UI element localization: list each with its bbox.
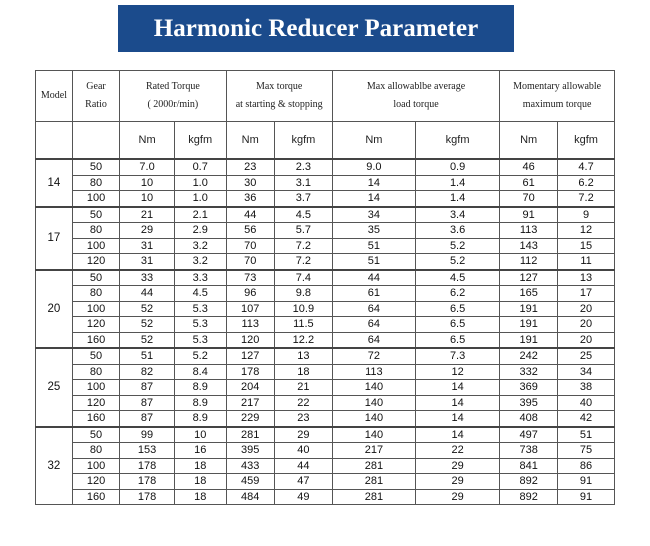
value-cell: 217 — [332, 443, 415, 459]
value-cell: 29 — [415, 458, 499, 474]
value-cell: 140 — [332, 380, 415, 396]
value-cell: 36 — [226, 191, 274, 207]
value-cell: 191 — [500, 301, 558, 317]
value-cell: 61 — [332, 286, 415, 302]
value-cell: 140 — [332, 395, 415, 411]
value-cell: 12 — [415, 364, 499, 380]
value-cell: 73 — [226, 270, 274, 286]
value-cell: 738 — [500, 443, 558, 459]
value-cell: 497 — [500, 427, 558, 443]
table-row — [36, 207, 615, 223]
gear-ratio-cell: 80 — [72, 443, 119, 459]
table-row — [36, 364, 615, 380]
value-cell: 5.2 — [415, 254, 499, 270]
value-cell: 369 — [500, 380, 558, 396]
value-cell: 281 — [226, 427, 274, 443]
value-cell: 22 — [274, 395, 332, 411]
value-cell: 52 — [120, 332, 175, 348]
gear-ratio-cell: 80 — [72, 223, 119, 239]
gear-ratio-cell: 100 — [72, 301, 119, 317]
value-cell: 17 — [558, 286, 615, 302]
value-cell: 5.3 — [174, 301, 226, 317]
value-cell: 35 — [332, 223, 415, 239]
value-cell: 5.3 — [174, 332, 226, 348]
value-cell: 6.5 — [415, 332, 499, 348]
value-cell: 281 — [332, 458, 415, 474]
table-row — [36, 159, 615, 175]
value-cell: 1.4 — [415, 191, 499, 207]
unit-label: Nm — [332, 122, 415, 160]
header-rated-torque: Rated Torque ( 2000r/min) — [120, 71, 226, 122]
value-cell: 484 — [226, 489, 274, 505]
header-model: Model — [36, 71, 73, 122]
value-cell: 44 — [332, 270, 415, 286]
value-cell: 127 — [500, 270, 558, 286]
value-cell: 18 — [174, 489, 226, 505]
value-cell: 72 — [332, 348, 415, 364]
value-cell: 153 — [120, 443, 175, 459]
gear-ratio-cell: 50 — [72, 270, 119, 286]
value-cell: 99 — [120, 427, 175, 443]
value-cell: 64 — [332, 332, 415, 348]
value-cell: 46 — [500, 159, 558, 175]
gear-ratio-cell: 160 — [72, 332, 119, 348]
value-cell: 14 — [415, 411, 499, 427]
value-cell: 51 — [332, 254, 415, 270]
value-cell: 42 — [558, 411, 615, 427]
gear-ratio-cell: 80 — [72, 364, 119, 380]
value-cell: 7.2 — [274, 238, 332, 254]
value-cell: 8.9 — [174, 411, 226, 427]
value-cell: 1.0 — [174, 191, 226, 207]
value-cell: 6.2 — [558, 175, 615, 191]
gear-ratio-cell: 80 — [72, 175, 119, 191]
value-cell: 6.2 — [415, 286, 499, 302]
value-cell: 3.2 — [174, 254, 226, 270]
value-cell: 10 — [120, 175, 175, 191]
value-cell: 11.5 — [274, 317, 332, 333]
unit-label: kgfm — [415, 122, 499, 160]
value-cell: 9.8 — [274, 286, 332, 302]
value-cell: 8.9 — [174, 380, 226, 396]
value-cell: 44 — [274, 458, 332, 474]
value-cell: 2.9 — [174, 223, 226, 239]
gear-ratio-cell: 50 — [72, 427, 119, 443]
value-cell: 4.5 — [415, 270, 499, 286]
value-cell: 140 — [332, 427, 415, 443]
value-cell: 2.3 — [274, 159, 332, 175]
unit-label: kgfm — [174, 122, 226, 160]
value-cell: 841 — [500, 458, 558, 474]
model-cell: 32 — [36, 427, 73, 505]
value-cell: 281 — [332, 489, 415, 505]
value-cell: 86 — [558, 458, 615, 474]
value-cell: 34 — [558, 364, 615, 380]
value-cell: 75 — [558, 443, 615, 459]
value-cell: 7.2 — [558, 191, 615, 207]
value-cell: 5.3 — [174, 317, 226, 333]
value-cell: 96 — [226, 286, 274, 302]
value-cell: 29 — [415, 474, 499, 490]
value-cell: 14 — [415, 380, 499, 396]
value-cell: 18 — [274, 364, 332, 380]
value-cell: 7.2 — [274, 254, 332, 270]
value-cell: 91 — [500, 207, 558, 223]
gear-ratio-cell: 100 — [72, 191, 119, 207]
value-cell: 18 — [174, 474, 226, 490]
value-cell: 178 — [120, 474, 175, 490]
table-row — [36, 458, 615, 474]
value-cell: 191 — [500, 332, 558, 348]
value-cell: 20 — [558, 317, 615, 333]
value-cell: 18 — [174, 458, 226, 474]
value-cell: 23 — [226, 159, 274, 175]
value-cell: 87 — [120, 411, 175, 427]
value-cell: 332 — [500, 364, 558, 380]
value-cell: 395 — [500, 395, 558, 411]
gear-ratio-cell: 100 — [72, 238, 119, 254]
value-cell: 44 — [226, 207, 274, 223]
value-cell: 87 — [120, 380, 175, 396]
value-cell: 5.7 — [274, 223, 332, 239]
value-cell: 0.9 — [415, 159, 499, 175]
value-cell: 7.3 — [415, 348, 499, 364]
value-cell: 892 — [500, 474, 558, 490]
table-row — [36, 254, 615, 270]
value-cell: 51 — [332, 238, 415, 254]
table-row — [36, 395, 615, 411]
value-cell: 29 — [415, 489, 499, 505]
header-gear-ratio: Gear Ratio — [72, 71, 119, 122]
table-row — [36, 443, 615, 459]
value-cell: 40 — [558, 395, 615, 411]
value-cell: 34 — [332, 207, 415, 223]
model-cell: 17 — [36, 207, 73, 270]
table-body — [36, 159, 615, 505]
value-cell: 91 — [558, 489, 615, 505]
value-cell: 3.4 — [415, 207, 499, 223]
value-cell: 16 — [174, 443, 226, 459]
value-cell: 127 — [226, 348, 274, 364]
value-cell: 6.5 — [415, 301, 499, 317]
value-cell: 33 — [120, 270, 175, 286]
value-cell: 91 — [558, 474, 615, 490]
table-row — [36, 427, 615, 443]
value-cell: 23 — [274, 411, 332, 427]
value-cell: 20 — [558, 301, 615, 317]
value-cell: 2.1 — [174, 207, 226, 223]
table-row — [36, 286, 615, 302]
table-row — [36, 270, 615, 286]
value-cell: 5.2 — [415, 238, 499, 254]
value-cell: 29 — [274, 427, 332, 443]
table-row — [36, 175, 615, 191]
value-cell: 14 — [415, 395, 499, 411]
value-cell: 70 — [226, 238, 274, 254]
value-cell: 64 — [332, 317, 415, 333]
header-average-load-torque: Max allowablbe average load torque — [332, 71, 499, 122]
value-cell: 3.6 — [415, 223, 499, 239]
header-row — [36, 71, 615, 122]
value-cell: 61 — [500, 175, 558, 191]
value-cell: 30 — [226, 175, 274, 191]
gear-ratio-cell: 100 — [72, 380, 119, 396]
value-cell: 13 — [274, 348, 332, 364]
value-cell: 38 — [558, 380, 615, 396]
table-row — [36, 380, 615, 396]
page-title: Harmonic Reducer Parameter — [118, 5, 514, 52]
value-cell: 395 — [226, 443, 274, 459]
value-cell: 49 — [274, 489, 332, 505]
header-momentary-torque: Momentary allowable maximum torque — [500, 71, 615, 122]
unit-empty-ratio — [72, 122, 119, 160]
value-cell: 191 — [500, 317, 558, 333]
value-cell: 51 — [558, 427, 615, 443]
table-row — [36, 332, 615, 348]
value-cell: 12.2 — [274, 332, 332, 348]
gear-ratio-cell: 120 — [72, 254, 119, 270]
unit-label: Nm — [120, 122, 175, 160]
value-cell: 229 — [226, 411, 274, 427]
gear-ratio-cell: 160 — [72, 411, 119, 427]
unit-empty-model — [36, 122, 73, 160]
gear-ratio-cell: 50 — [72, 159, 119, 175]
table-row — [36, 238, 615, 254]
value-cell: 10 — [174, 427, 226, 443]
model-cell: 14 — [36, 159, 73, 207]
value-cell: 4.7 — [558, 159, 615, 175]
gear-ratio-cell: 80 — [72, 286, 119, 302]
value-cell: 204 — [226, 380, 274, 396]
table-row — [36, 474, 615, 490]
value-cell: 20 — [558, 332, 615, 348]
value-cell: 8.4 — [174, 364, 226, 380]
value-cell: 178 — [120, 458, 175, 474]
gear-ratio-cell: 50 — [72, 348, 119, 364]
unit-label: kgfm — [558, 122, 615, 160]
value-cell: 4.5 — [174, 286, 226, 302]
value-cell: 10.9 — [274, 301, 332, 317]
model-cell: 20 — [36, 270, 73, 349]
value-cell: 14 — [332, 191, 415, 207]
value-cell: 140 — [332, 411, 415, 427]
value-cell: 408 — [500, 411, 558, 427]
table-row — [36, 223, 615, 239]
value-cell: 64 — [332, 301, 415, 317]
value-cell: 56 — [226, 223, 274, 239]
model-cell: 25 — [36, 348, 73, 427]
value-cell: 22 — [415, 443, 499, 459]
value-cell: 281 — [332, 474, 415, 490]
value-cell: 87 — [120, 395, 175, 411]
value-cell: 1.4 — [415, 175, 499, 191]
header-max-torque: Max torque at starting & stopping — [226, 71, 332, 122]
value-cell: 217 — [226, 395, 274, 411]
value-cell: 15 — [558, 238, 615, 254]
gear-ratio-cell: 120 — [72, 474, 119, 490]
value-cell: 10 — [120, 191, 175, 207]
value-cell: 31 — [120, 238, 175, 254]
value-cell: 1.0 — [174, 175, 226, 191]
value-cell: 44 — [120, 286, 175, 302]
value-cell: 7.0 — [120, 159, 175, 175]
value-cell: 70 — [226, 254, 274, 270]
gear-ratio-cell: 160 — [72, 489, 119, 505]
gear-ratio-cell: 120 — [72, 395, 119, 411]
value-cell: 7.4 — [274, 270, 332, 286]
value-cell: 13 — [558, 270, 615, 286]
parameter-table — [35, 70, 615, 505]
value-cell: 52 — [120, 317, 175, 333]
value-cell: 113 — [500, 223, 558, 239]
value-cell: 3.1 — [274, 175, 332, 191]
value-cell: 14 — [415, 427, 499, 443]
value-cell: 11 — [558, 254, 615, 270]
value-cell: 242 — [500, 348, 558, 364]
value-cell: 14 — [332, 175, 415, 191]
value-cell: 143 — [500, 238, 558, 254]
value-cell: 120 — [226, 332, 274, 348]
gear-ratio-cell: 100 — [72, 458, 119, 474]
value-cell: 113 — [332, 364, 415, 380]
value-cell: 51 — [120, 348, 175, 364]
value-cell: 0.7 — [174, 159, 226, 175]
value-cell: 47 — [274, 474, 332, 490]
value-cell: 70 — [500, 191, 558, 207]
value-cell: 25 — [558, 348, 615, 364]
value-cell: 178 — [120, 489, 175, 505]
value-cell: 4.5 — [274, 207, 332, 223]
gear-ratio-cell: 50 — [72, 207, 119, 223]
table-row — [36, 191, 615, 207]
value-cell: 5.2 — [174, 348, 226, 364]
value-cell: 433 — [226, 458, 274, 474]
unit-label: Nm — [226, 122, 274, 160]
value-cell: 112 — [500, 254, 558, 270]
value-cell: 3.3 — [174, 270, 226, 286]
value-cell: 165 — [500, 286, 558, 302]
table-row — [36, 301, 615, 317]
value-cell: 178 — [226, 364, 274, 380]
value-cell: 107 — [226, 301, 274, 317]
value-cell: 82 — [120, 364, 175, 380]
unit-label: kgfm — [274, 122, 332, 160]
value-cell: 6.5 — [415, 317, 499, 333]
value-cell: 113 — [226, 317, 274, 333]
value-cell: 9.0 — [332, 159, 415, 175]
table-row — [36, 317, 615, 333]
unit-row — [36, 122, 615, 160]
value-cell: 21 — [274, 380, 332, 396]
table-row — [36, 411, 615, 427]
value-cell: 892 — [500, 489, 558, 505]
value-cell: 9 — [558, 207, 615, 223]
value-cell: 459 — [226, 474, 274, 490]
unit-label: Nm — [500, 122, 558, 160]
value-cell: 40 — [274, 443, 332, 459]
value-cell: 29 — [120, 223, 175, 239]
value-cell: 3.7 — [274, 191, 332, 207]
gear-ratio-cell: 120 — [72, 317, 119, 333]
table-row — [36, 489, 615, 505]
value-cell: 3.2 — [174, 238, 226, 254]
value-cell: 52 — [120, 301, 175, 317]
value-cell: 31 — [120, 254, 175, 270]
value-cell: 8.9 — [174, 395, 226, 411]
value-cell: 12 — [558, 223, 615, 239]
table-row — [36, 348, 615, 364]
value-cell: 21 — [120, 207, 175, 223]
